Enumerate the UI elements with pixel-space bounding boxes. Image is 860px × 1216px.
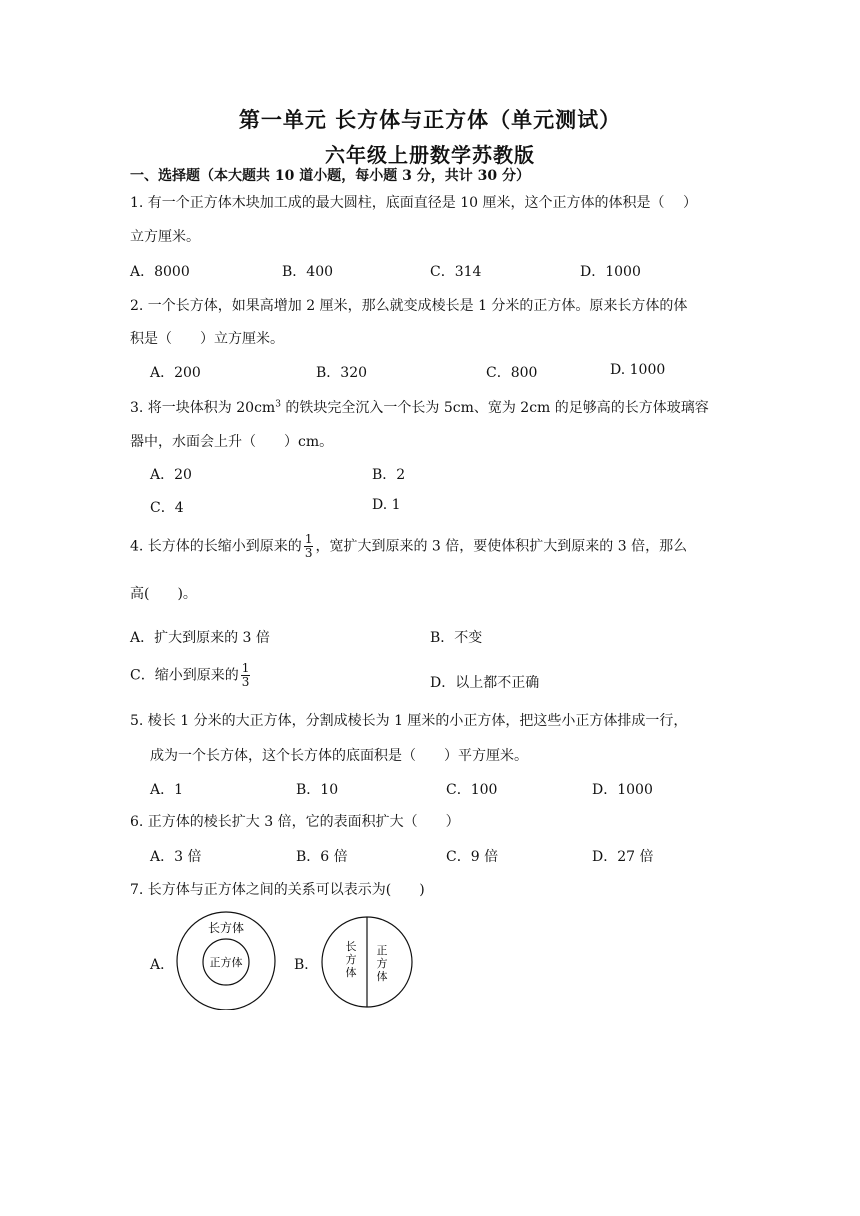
page-subtitle: 六年级上册数学苏教版	[325, 143, 535, 167]
q1-option-a: A．8000	[130, 264, 190, 280]
question-6-text: 6. 正方体的棱长扩大 3 倍，它的表面积扩大（ ）	[130, 814, 460, 830]
question-5-text: 5. 棱长 1 分米的大正方体，分割成棱长为 1 厘米的小正方体，把这些小正方体排成一行，	[130, 713, 688, 729]
q3-option-d: D. 1	[372, 497, 401, 513]
q6-option-b: B．6 倍	[296, 849, 348, 865]
q2-option-c: C．800	[486, 365, 538, 381]
page-title: 第一单元 长方体与正方体（单元测试）	[238, 107, 622, 132]
fraction-one-third: $\frac{1}{3}$	[304, 532, 313, 560]
question-5-text-cont: 成为一个长方体，这个长方体的底面积是（ ）平方厘米。	[150, 748, 528, 764]
q7-option-b: B．	[294, 957, 319, 973]
label-left-3: 体	[345, 966, 357, 979]
question-2-text: 2. 一个长方体，如果高增加 2 厘米，那么就变成棱长是 1 分米的正方体。原来长方体的体	[130, 298, 688, 314]
q2-option-a: A．200	[150, 365, 201, 381]
section-heading: 一、选择题（本大题共 10 道小题，每小题 3 分，共计 30 分）	[130, 168, 530, 184]
q3-option-c: C．4	[150, 500, 184, 516]
question-2-text-cont: 积是（ ）立方厘米。	[130, 331, 284, 347]
q1-option-d: D．1000	[580, 264, 641, 280]
question-1-text: 1. 有一个正方体木块加工成的最大圆柱，底面直径是 10 厘米，这个正方体的体积是（ ）	[130, 195, 697, 211]
q6-option-d: D．27 倍	[592, 849, 654, 865]
q4-option-b: B．不变	[430, 630, 483, 646]
question-4-text-cont: 高( )。	[130, 586, 197, 602]
venn-diagram-nested	[170, 908, 285, 1010]
q5-option-a: A．1	[150, 782, 184, 798]
q6-option-a: A．3 倍	[150, 849, 202, 865]
label-left-2: 方	[345, 953, 357, 966]
label-cube: 正方体	[209, 956, 243, 969]
label-right-1: 正	[376, 944, 388, 957]
label-left-1: 长	[345, 940, 357, 953]
q4-option-d: D．以上都不正确	[430, 675, 540, 691]
q2-option-b: B．320	[316, 365, 368, 381]
q6-option-c: C．9 倍	[446, 849, 499, 865]
q5-option-d: D．1000	[592, 782, 653, 798]
label-cuboid: 长方体	[207, 921, 245, 935]
label-right-2: 方	[376, 957, 388, 970]
q5-option-c: C．100	[446, 782, 498, 798]
q2-option-d: D. 1000	[610, 362, 666, 378]
split-circle-diagram	[318, 914, 416, 1012]
question-4-text: 4. 长方体的长缩小到原来的 $\frac{1}{3}$ ，宽扩大到原来的 3 倍，要使体积扩大到原来的 3 倍，那么	[130, 532, 688, 560]
q1-option-b: B．400	[282, 264, 334, 280]
q3-option-a: A．20	[150, 467, 192, 483]
question-3-text: 3. 将一块体积为 $20cm^3$ 的铁块完全沉入一个长为 5cm、宽为 2cm 的足够高的长方体玻璃容	[130, 399, 709, 416]
q1-option-c: C．314	[430, 264, 482, 280]
label-right-3: 体	[376, 970, 388, 983]
q4-option-a: A．扩大到原来的 3 倍	[130, 630, 270, 646]
question-7-text: 7. 长方体与正方体之间的关系可以表示为( )	[130, 882, 425, 898]
question-1-text-cont: 立方厘米。	[130, 229, 200, 245]
fraction-one-third: $\frac{1}{3}$	[241, 661, 250, 689]
q5-option-b: B．10	[296, 782, 339, 798]
q7-option-a: A．	[150, 957, 175, 973]
q3-option-b: B．2	[372, 467, 406, 483]
question-3-text-cont: 器中，水面会上升（ ）cm。	[130, 434, 334, 450]
q4-option-c: C．缩小到原来的 $\frac{1}{3}$	[130, 661, 250, 689]
